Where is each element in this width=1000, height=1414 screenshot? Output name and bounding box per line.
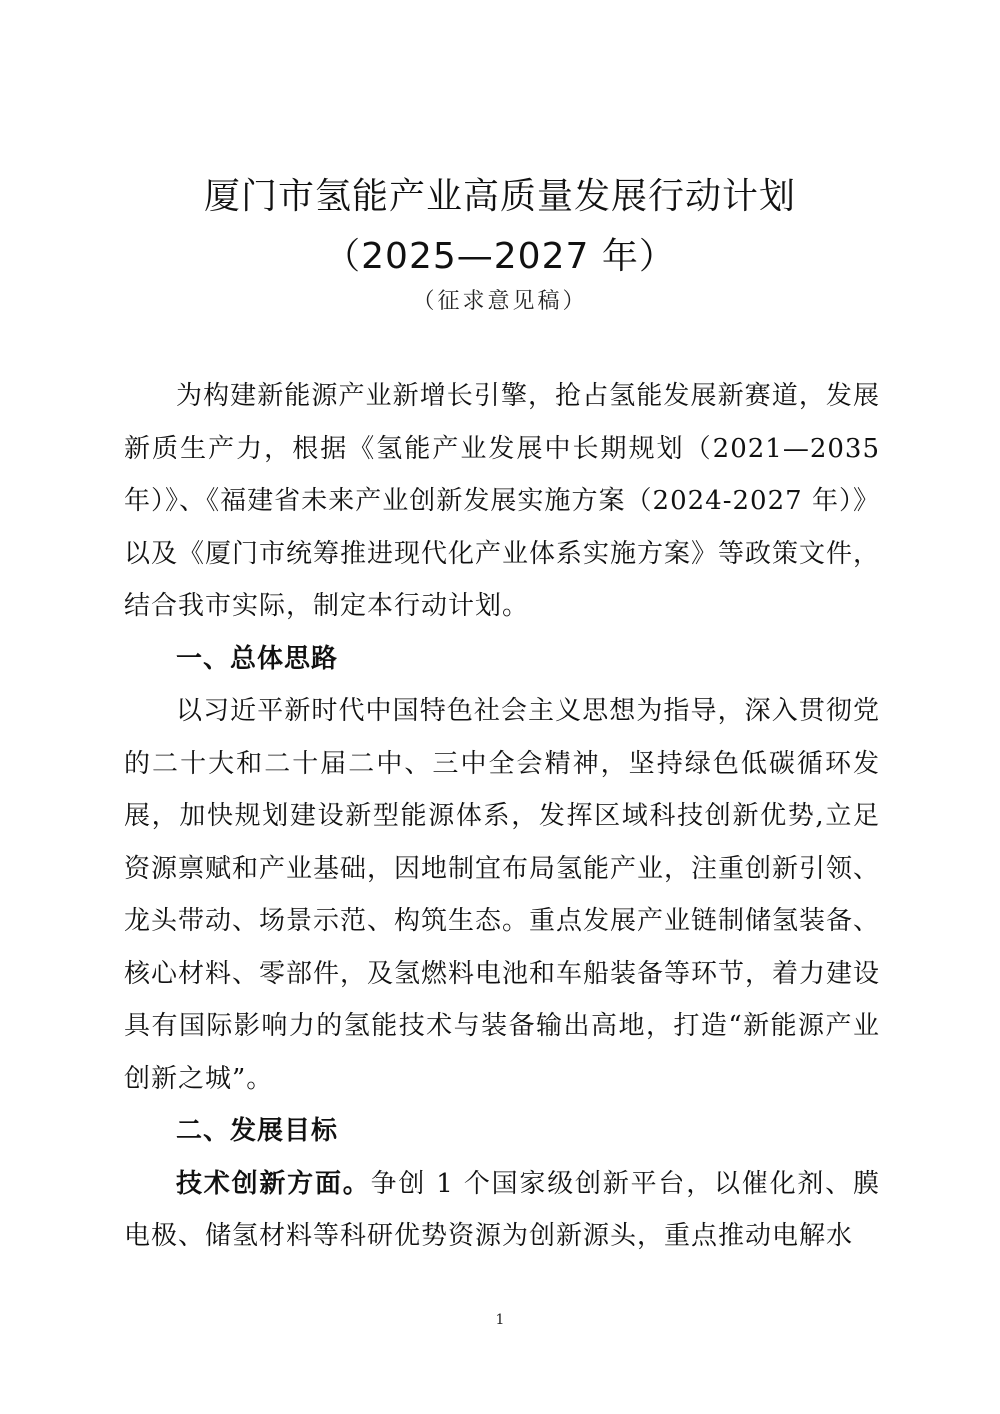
tech-innovation-text: 争创 1 个国家级创新平台，以催化剂、膜电极、储氢材料等科研优势资源为创新源头，重点推动电解水 [124,1168,880,1251]
document-subtitle: （征求意见稿） [412,289,588,314]
document-title-years: （2025—2027 年） [324,236,676,277]
tech-innovation-lead: 技术创新方面。 [176,1168,371,1199]
section-heading-overall-approach: 一、总体思路 [176,643,339,674]
document-body [124,370,880,1263]
section-heading-development-goals: 二、发展目标 [176,1116,339,1146]
document-title: 厦门市氢能产业高质量发展行动计划 [203,176,796,217]
page-number: 1 [495,1312,505,1328]
overall-approach-paragraph: 以习近平新时代中国特色社会主义思想为指导，深入贯彻党的二十大和二十届二中、三中全会精神，坚持绿色低碳循环发展，加快规划建设新型能源体系，发挥区域科技创新优势,立足资源禀赋和产业基础，因地制宜布局氢能产业，注重创新引领、龙头带动、场景示范、构筑生态。重点发展产业链制储氢装备、核心材料、零部件，及氢燃料电池和车船装备等环节，着力建设具有国际影响力的氢能技术与装备输出高地，打造“新能源产业创新之城”。 [124,696,881,1094]
development-goals-paragraph [124,1158,880,1263]
intro-paragraph: 为构建新能源产业新增长引擎，抢占氢能发展新赛道，发展新质生产力，根据《氢能产业发展中长期规划（2021—2035年）》、《福建省未来产业创新发展实施方案（2024-2027 年）》以及《厦门市统筹推进现代化产业体系实施方案》等政策文件，结合我市实际，制定本行动计划。 [124,381,881,621]
